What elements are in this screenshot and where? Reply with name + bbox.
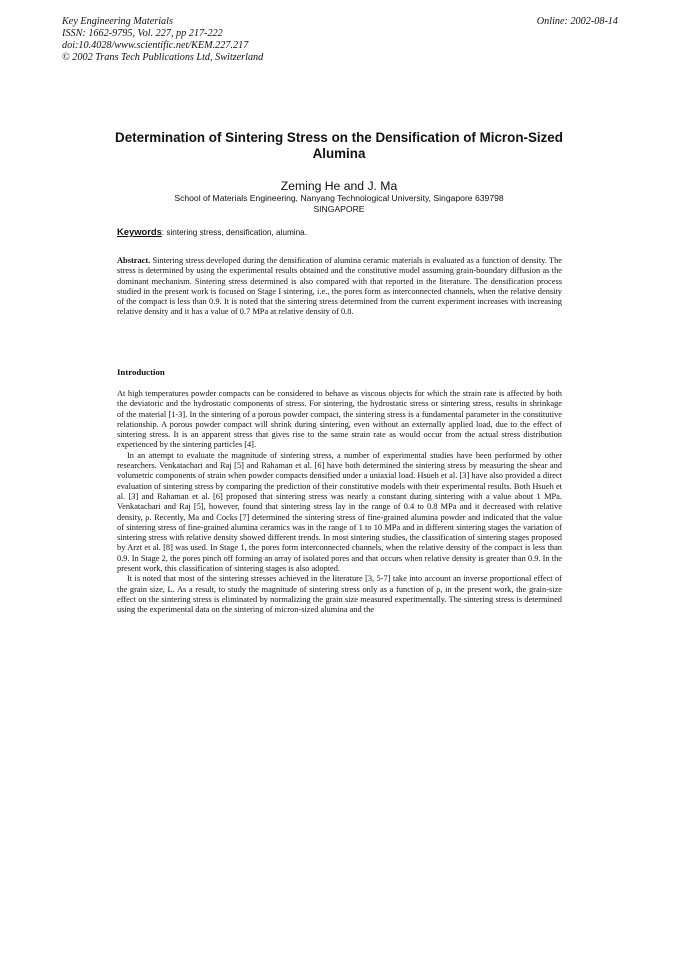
keywords-text: : sintering stress, densification, alumina. [161,228,307,237]
abstract [117,256,562,318]
paper-title: Determination of Sintering Stress on the Densification of Micron-Sized Alumina [115,130,563,161]
introduction-heading: Introduction [117,367,165,377]
online-date: Online: 2002-08-14 [536,16,618,27]
introduction-body [117,389,562,616]
journal-name: Key Engineering Materials [62,16,173,27]
copyright-line: © 2002 Trans Tech Publications Ltd, Switzerland [62,52,264,63]
affiliation: School of Materials Engineering, Nanyang Technological University, Singapore 639798 [174,193,504,203]
doi-line[interactable]: doi:10.4028/www.scientific.net/KEM.227.217 [62,40,249,51]
affiliation-country: SINGAPORE [313,203,365,214]
abstract-label: Abstract. [117,256,151,265]
affiliation-block [60,193,618,214]
abstract-text: Sintering stress developed during the densification of alumina ceramic materials is evaluated as a function of density. The stress is determined by using the experimental results obtained and the constitutive model assuming grain-boundary diffusion as the dominant mechanism. Sintering stress determined is also compared with that reported in the literature. The densification process studied in the present work is focused on Stage I sintering, i.e., the pores form as interconnected channels, when the relative density of the compact is less than 0.9. It is noted that the sintering stress determined from the current experiment increases with increasing relative density and it has a value of 0.7 MPa at relative density of 0.8. [117,256,562,317]
keywords-label: Keywords [117,226,162,237]
journal-header [62,16,618,64]
paper-authors: Zeming He and J. Ma [280,179,398,193]
keywords-line [117,226,567,237]
intro-paragraph-1: At high temperatures powder compacts can be considered to behave as viscous objects for which the strain rate is affected by both the deviatoric and the hydrostatic components of stress. For sintering, the hydrostatic stress or sintering stress, results in shrinkage of the material [1-3]. In the sintering of a porous powder compact, the sintering stress is a fundamental parameter in the constitutive relationship. A porous powder compact will shrink during sintering, even without an externally applied load, due to the effect of sintering stress. It is an apparent stress that gives rise to the same strain rate as would occur from the actual stress distribution experienced by the sintering particles [4]. [117,389,562,450]
journal-info [62,16,618,64]
intro-paragraph-2: In an attempt to evaluate the magnitude of sintering stress, a number of experimental studies have been performed by other researchers. Venkatachari and Raj [5] and Rahaman et al. [6] have both determined the sintering stress by measuring the shear and volumetric components of strain when powder compacts densified under a uniaxial load. Hsueh et al. [3] have also provided a direct evaluation of sintering stress by comparing the prediction of their constitutive models with their experimental results. Both Hsueh et al. [3] and Rahaman et al. [6] proposed that sintering stress was nearly a constant during sintering with a value about 1 MPa. Venkatachari and Raj [5], however, found that sintering stress lay in the range of 0.4 to 0.8 MPa and it decreased with relative density, ρ. Recently, Ma and Cocks [7] determined the sintering stress of fine-grained alumina powder and indicated that the value of sintering stress of fine-grained alumina ceramics was in the range of 1 to 10 MPa and in different sintering stages the variation of sintering stress with relative density showed different trends. In most sintering studies, the classification of sintering stages proposed by Arzt et al. [8] was used. In Stage 1, the pores form interconnected channels, when the relative density of the compact is less than 0.9. In Stage 2, the pores pinch off forming an array of isolated pores and that occurs when relative density is greater than 0.9. In the present work, this classification of sintering stages is also adopted. [117,450,562,574]
issn-line: ISSN: 1662-9795, Vol. 227, pp 217-222 [62,28,223,39]
intro-paragraph-3: It is noted that most of the sintering stresses achieved in the literature [3, 5-7] take into account an inverse proportional effect of the grain size, L. As a result, to study the magnitude of sintering stress only as a function of ρ, in the present work, the grain-size effect on the sintering stress is eliminated by normalizing the grain size measured experimentally. The sintering stress is determined using the experimental data on the sintering of micron-sized alumina and the [117,574,562,615]
